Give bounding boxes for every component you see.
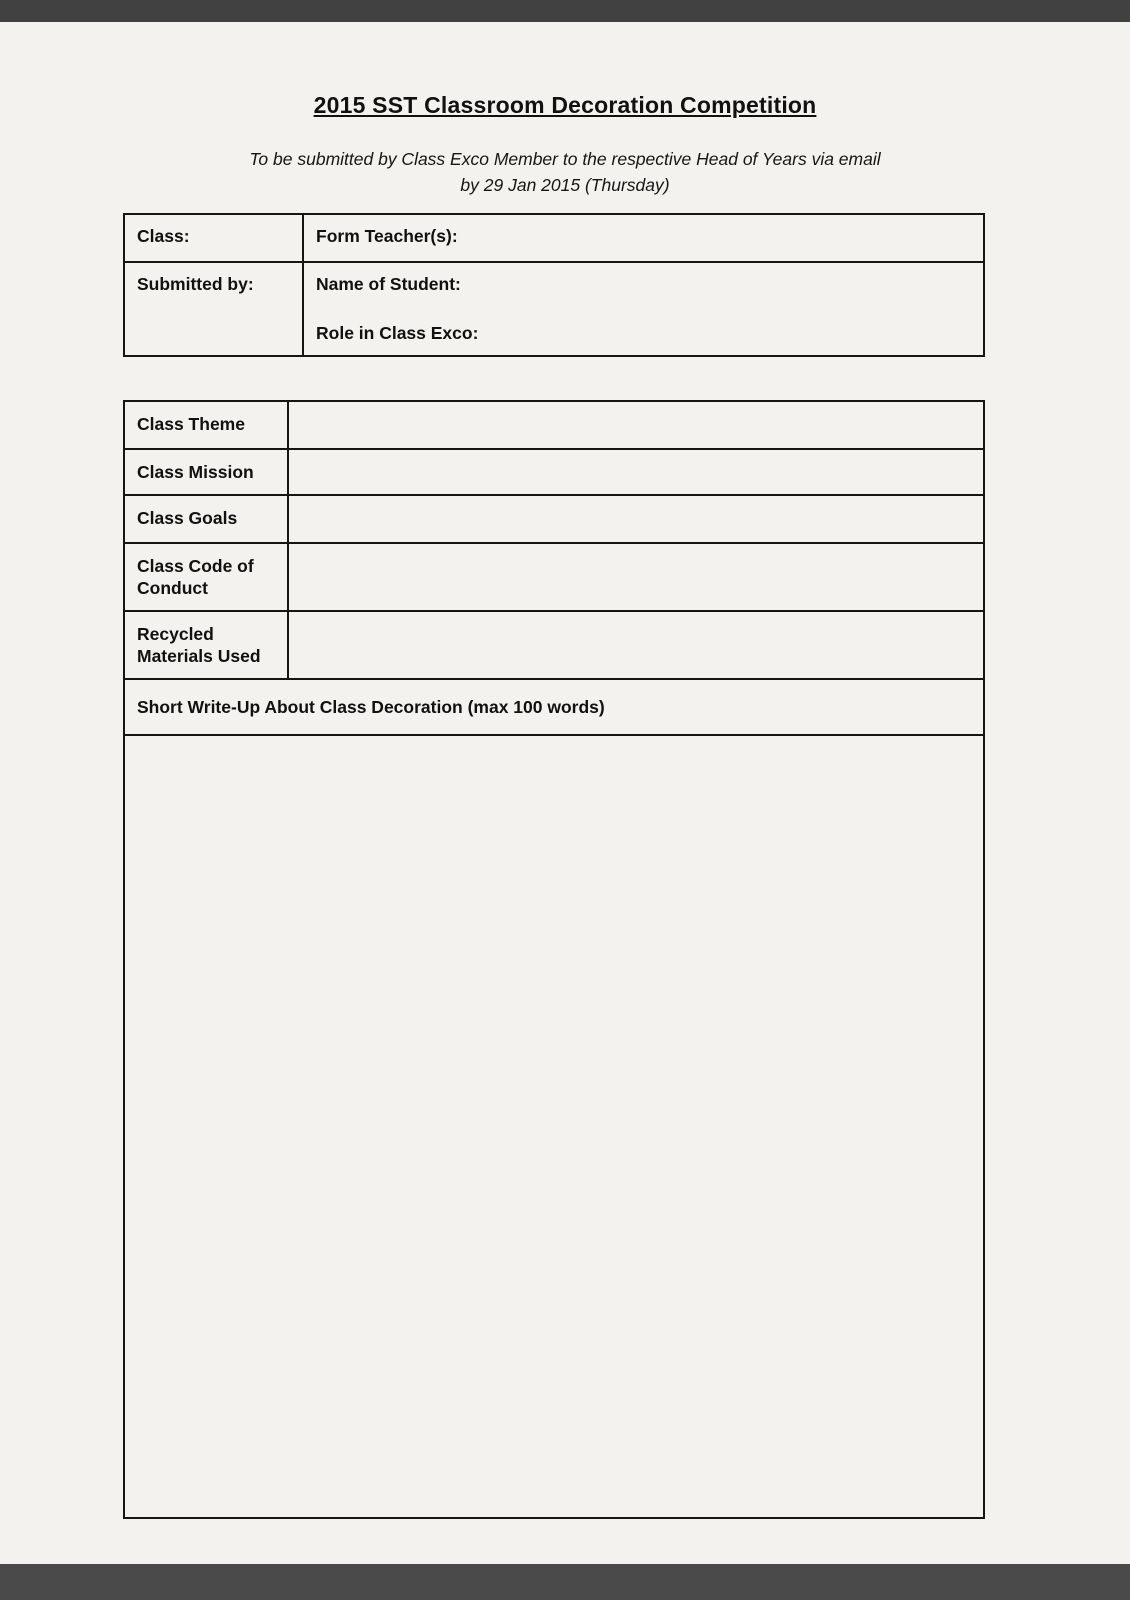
writeup-header-label: Short Write-Up About Class Decoration (max 100 words)	[137, 696, 605, 717]
info-table	[123, 213, 985, 357]
name-of-student-label: Name of Student:	[316, 274, 461, 294]
document-subtitle	[0, 146, 1130, 198]
class-mission-label: Class Mission	[125, 450, 289, 494]
table-row	[125, 494, 983, 542]
form-teacher-label: Form Teacher(s):	[316, 226, 458, 246]
class-label: Class:	[125, 215, 304, 261]
subtitle-line-1: To be submitted by Class Exco Member to the respective Head of Years via email	[249, 149, 881, 169]
class-theme-value	[289, 402, 983, 448]
top-edge-strip	[0, 0, 1130, 22]
class-goals-value	[289, 496, 983, 542]
writeup-body-cell	[125, 734, 983, 1517]
info-row-submitted-by	[125, 261, 983, 355]
class-mission-value	[289, 450, 983, 494]
class-code-of-conduct-value	[289, 544, 983, 610]
document-title: 2015 SST Classroom Decoration Competition	[313, 92, 817, 118]
role-in-exco-label: Role in Class Exco:	[316, 323, 479, 343]
recycled-materials-value	[289, 612, 983, 678]
details-table	[123, 400, 985, 1519]
info-row-class	[125, 215, 983, 261]
class-theme-label: Class Theme	[125, 402, 289, 448]
table-row	[125, 448, 983, 494]
submitted-by-value-cell	[304, 263, 983, 355]
bottom-edge-strip	[0, 1564, 1130, 1600]
recycled-materials-label: Recycled Materials Used	[125, 612, 289, 678]
class-code-of-conduct-label: Class Code of Conduct	[125, 544, 289, 610]
class-goals-label: Class Goals	[125, 496, 289, 542]
table-row	[125, 542, 983, 610]
subtitle-line-2: by 29 Jan 2015 (Thursday)	[460, 175, 670, 195]
table-row	[125, 402, 983, 448]
submitted-by-label: Submitted by:	[125, 263, 304, 355]
table-row	[125, 610, 983, 678]
writeup-header-row	[125, 678, 983, 734]
